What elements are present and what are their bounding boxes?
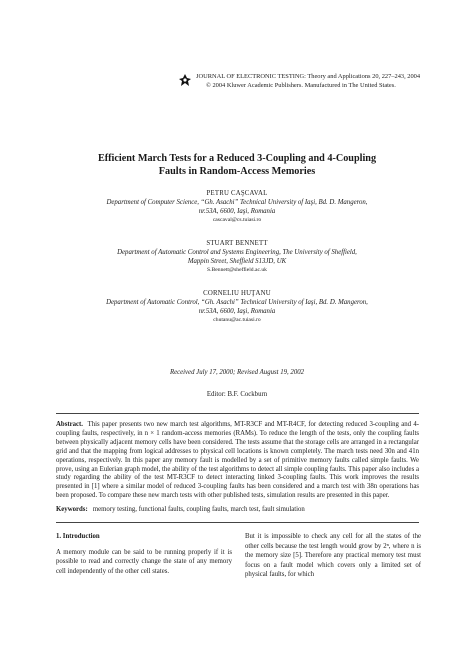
body-paragraph: A memory module can be said to be running properly if it is possible to read and correctly change the state of any memory cell independently of the other cell states.	[56, 548, 232, 575]
author-block-1	[80, 189, 394, 225]
keywords-text: memory testing, functional faults, coupling faults, march test, fault simulation	[92, 506, 305, 513]
author-affiliation: Mappin Street, Sheffield S13JD, UK	[187, 258, 287, 265]
journal-copyright: © 2004 Kluwer Academic Publishers. Manufactured in The United States.	[206, 82, 396, 89]
section-heading: 1. Introduction	[56, 533, 100, 540]
author-name: CORNELIU HUŢANU	[203, 290, 271, 297]
keywords-label: Keywords:	[56, 506, 88, 513]
author-name: STUART BENNETT	[206, 240, 268, 247]
column-left	[56, 532, 232, 576]
author-email[interactable]: chutanu@ac.tuiasi.ro	[213, 317, 261, 323]
editor-line: Editor: B.F. Cockburn	[206, 391, 268, 398]
journal-citation: JOURNAL OF ELECTRONIC TESTING: Theory and Applications 20, 227–243, 2004	[196, 73, 421, 80]
abstract-label: Abstract.	[56, 421, 83, 428]
author-affiliation: Department of Automatic Control and Systems Engineering, The University of Sheffield,	[117, 249, 357, 256]
author-affiliation: Department of Automatic Control, “Gh. Asachi” Technical University of Iaşi, Bd. D. Mangeron,	[106, 299, 368, 306]
abstract	[56, 421, 419, 501]
publisher-logo-icon	[178, 73, 192, 87]
author-affiliation: nr.53A, 6600, Iaşi, Romania	[198, 308, 276, 315]
title-line-2: Faults in Random-Access Memories	[158, 165, 316, 177]
keywords	[56, 505, 419, 514]
author-block-3	[80, 289, 394, 325]
column-right	[245, 532, 421, 580]
author-block-2	[80, 239, 394, 275]
author-email[interactable]: S.Bennett@sheffield.ac.uk	[207, 267, 267, 273]
submission-dates: Received July 17, 2000; Revised August 19, 2002	[169, 369, 305, 376]
divider-top	[56, 413, 419, 414]
author-affiliation: Department of Computer Science, “Gh. Asachi” Technical University of Iaşi, Bd. D. Mangeron,	[106, 199, 368, 206]
paper-title	[40, 153, 434, 178]
author-email[interactable]: cascaval@cs.tuiasi.ro	[212, 217, 262, 223]
author-affiliation: nr.53A, 6600, Iaşi, Romania	[198, 208, 276, 215]
divider-bottom	[56, 522, 419, 523]
author-name: PETRU CAŞCAVAL	[206, 190, 268, 197]
abstract-text: This paper presents two new march test algorithms, MT-R3CF and MT-R4CF, for detecting reduced 3-coupling and 4-coupling faults, respectively, in n × 1 random-access memories (RAMs). To reduce the length of the tests, only the coupling faults between physically adjacent memory cells have been considered. The tests assume that the storage cells are arranged in a rectangular grid and that the mapping from logical addresses to physical cell locations is known completely. The march tests need 30n and 41n operations, respectively. In this paper any memory fault is modelled by a set of primitive memory faults called simple faults. We prove, using an Eulerian graph model, the ability of the test algorithms to detect all simple coupling faults. This paper also includes a study regarding the ability of the test MT-R3CF to detect interacting linked 3-coupling faults. This work improves the results presented in [1] where a similar model of reduced 3-coupling faults has been considered and a march test with 38n operations has been proposed. To compare these new march tests with other published tests, simulation results are presented in this paper.	[56, 421, 419, 500]
body-paragraph: But it is impossible to check any cell for all the states of the other cells because the test length would grow by 2ⁿ, where n is the memory size [5]. Therefore any practical memory test must focus on a fault model which covers only a limited set of physical faults, for which	[245, 533, 421, 579]
title-line-1: Efficient March Tests for a Reduced 3-Coupling and 4-Coupling	[97, 153, 377, 164]
